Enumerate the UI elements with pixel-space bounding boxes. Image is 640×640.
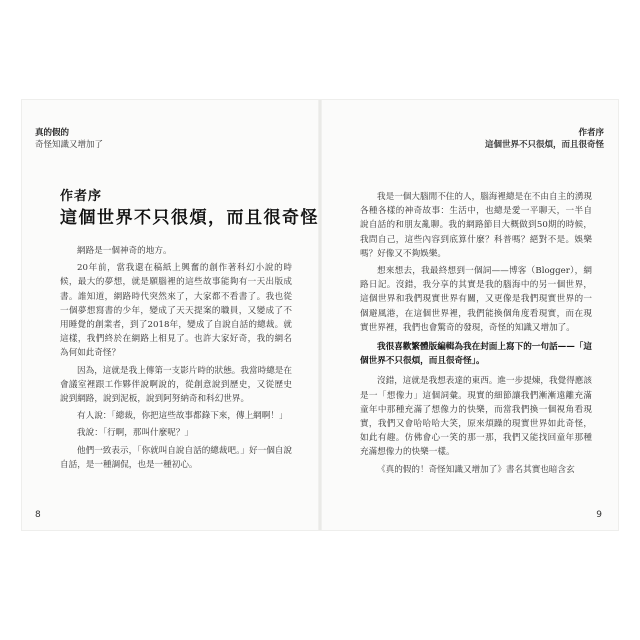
paragraph: 20年前，當我還在稿紙上興奮的創作著科幻小說的時候，最大的夢想，就是願腦裡的這些故事能夠有一天出版成書。誰知道，網路時代突然來了，大家都不看書了。我也從一個夢想寫書的少年，變成了天天提案的職員，又變成了不用睡覺的創業者，到了2018年，變成了自說自話的總裁。就這樣，我們終於在網路上相見了。也許大家好奇，我的網名為何如此奇怪？ bbox=[60, 263, 292, 359]
running-head-title: 真的假的 bbox=[35, 128, 70, 138]
left-body-text bbox=[60, 244, 292, 475]
right-body-text bbox=[360, 190, 592, 480]
paragraph: 沒錯，這就是我想表達的東西。進一步提煉，我覺得應該是一「想像力」這個詞彙。現實的細節讓我們漸漸遠離充滿童年中那種充滿了想像力的快樂，而當我們換一個視角看現實，我們又會哈哈哈大笑，原來煩躁的現實世界如此奇怪，如此有趣。仿佛會心一笑的那一那，我們又能找回童年那種充滿想像力的快樂一樣。 bbox=[360, 376, 592, 458]
page-number: 8 bbox=[35, 510, 41, 520]
page-number: 9 bbox=[596, 510, 602, 520]
paragraph: 因為，這就是我上傳第一支影片時的狀態。我當時總是在會議室裡跟工作夥伴說啊說的，從創意說到歷史，又從歷史說到網路，說到泥板，說到阿努納奇和科幻世界。 bbox=[60, 365, 292, 405]
running-head-subtitle: 這個世界不只很煩，而且很奇怪 bbox=[484, 140, 604, 150]
paragraph: 我說：「行啊，那叫什麼呢？」 bbox=[77, 428, 194, 439]
paragraph: 網路是一個神奇的地方。 bbox=[77, 246, 172, 256]
running-head-title: 作者序 bbox=[578, 128, 604, 138]
chapter-label: 作者序 bbox=[60, 189, 103, 204]
chapter-title: 這個世界不只很煩，而且很奇怪 bbox=[60, 208, 319, 228]
paragraph: 有人說：「總裁，你把這些故事都錄下來，傳上網啊！」 bbox=[77, 411, 288, 422]
paragraph: 他們一致表示，「你就叫自說自話的總裁吧。」好一個自說自話，是一種調侃，也是一種初心。 bbox=[60, 445, 292, 470]
left-running-head bbox=[35, 127, 103, 151]
paragraph: 想來想去，我最終想到一個詞——博客（Blogger），網路日記。沒錯，我分享的其實是我的腦海中的另一個世界，這個世界和我們現實世界有關，又更像是我們現實世界的一個避風港，在這個世界裡，我們能換個角度看現實，而在現實世界裡，我們也會驚奇的發現，奇怪的知識又增加了。 bbox=[360, 266, 592, 333]
left-page bbox=[22, 100, 320, 530]
paragraph: 《真的假的！奇怪知識又增加了》書名其實也暗含玄 bbox=[377, 464, 575, 475]
paragraph: 我是一個大腦閒不住的人，腦海裡總是在不由自主的湧現各種各樣的神奇故事：生活中，也總是愛一平聊天，一半自說自話的和朋友亂聊。我的網路節目大概做到50期的時候，我問自己，這些內容到底算什麼？科普嗎？絕對不是。娛樂嗎？好像又不夠娛樂。 bbox=[360, 192, 592, 259]
right-page bbox=[320, 100, 618, 530]
right-running-head bbox=[485, 127, 604, 151]
running-head-subtitle: 奇怪知識又增加了 bbox=[35, 140, 104, 150]
highlight-quote: 我很喜歡繁體版編輯為我在封面上寫下的一句話——「這個世界不只很煩，而且很奇怪」。 bbox=[360, 342, 592, 367]
